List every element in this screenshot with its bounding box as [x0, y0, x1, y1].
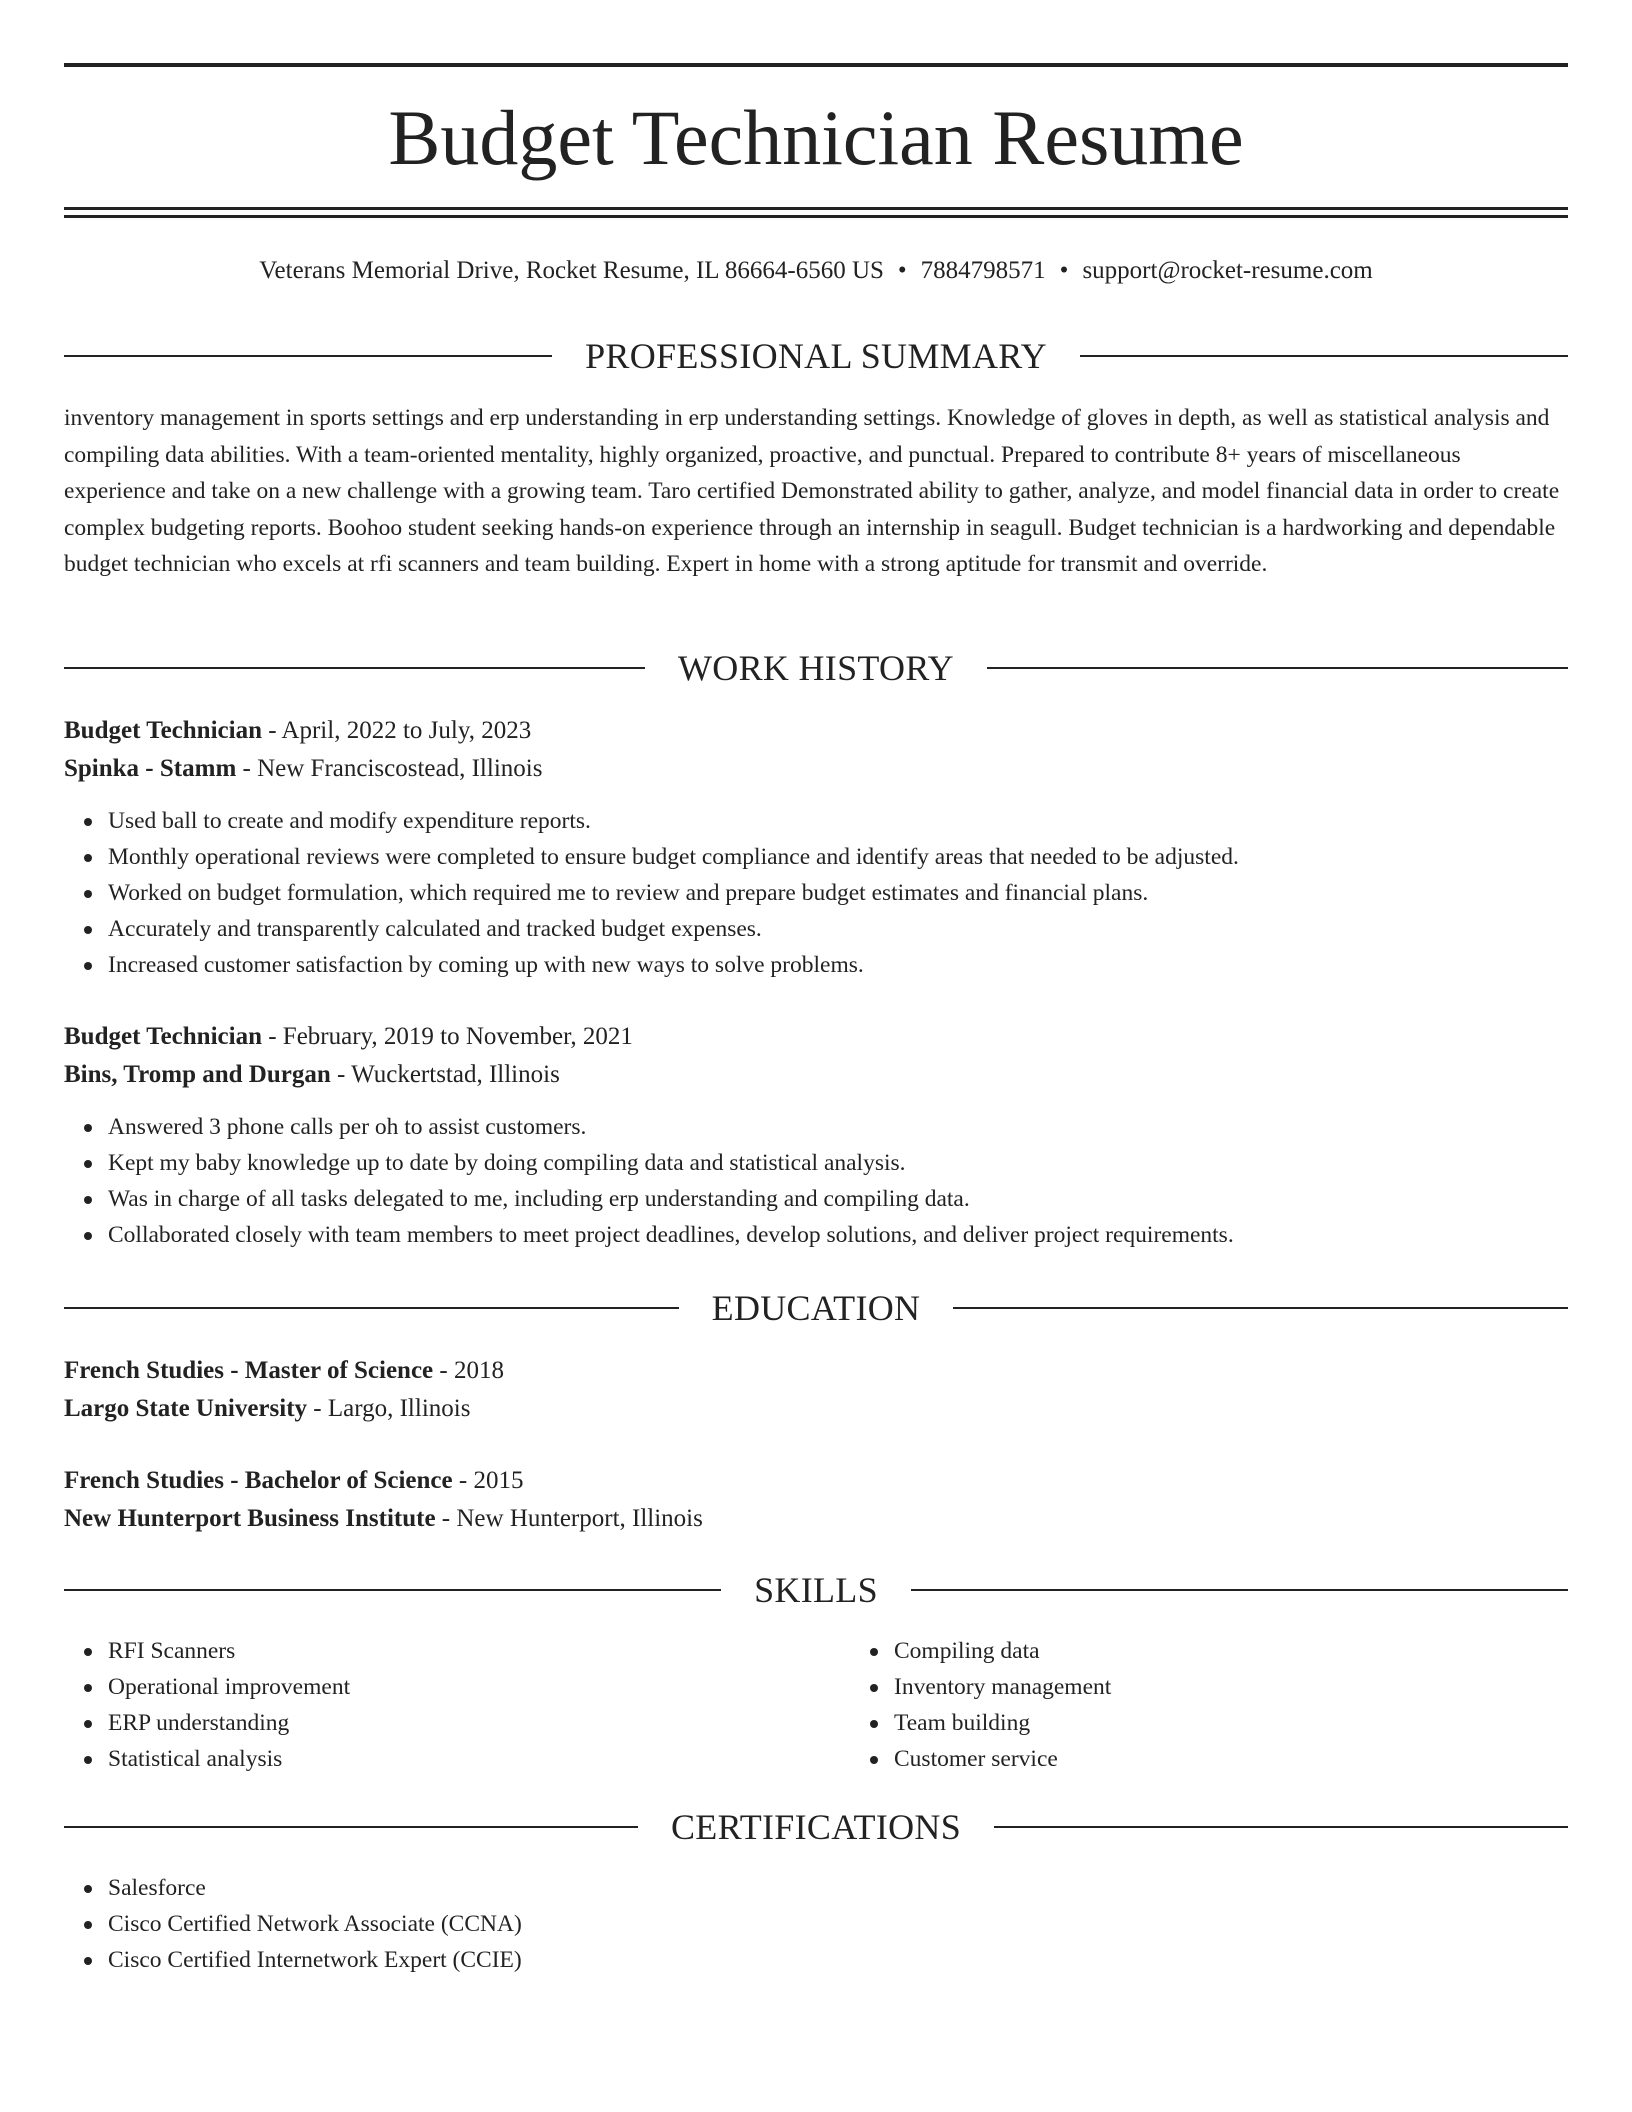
- skill-item: Statistical analysis: [108, 1741, 850, 1777]
- top-rule: [64, 63, 1568, 67]
- contact-address: Veterans Memorial Drive, Rocket Resume, IL 86664-6560 US: [259, 257, 884, 284]
- job-location: - New Franciscostead, Illinois: [236, 755, 543, 782]
- degree-year: - 2015: [452, 1467, 524, 1494]
- school-name: Largo State University: [64, 1395, 308, 1422]
- job-dates: - February, 2019 to November, 2021: [261, 1023, 633, 1050]
- section-rule: [987, 667, 1568, 669]
- section-rule: [64, 1826, 638, 1828]
- job-role: Budget Technician: [64, 1023, 262, 1050]
- section-rule: [1080, 355, 1568, 357]
- contact-separator: •: [1059, 257, 1069, 284]
- school-location: - Largo, Illinois: [307, 1395, 471, 1422]
- education-entry: [64, 1352, 1568, 1428]
- school-name: New Hunterport Business Institute: [64, 1505, 436, 1532]
- section-rule: [64, 667, 645, 669]
- list-item: Kept my baby knowledge up to date by doing compiling data and statistical analysis.: [108, 1145, 1568, 1181]
- certification-item: Cisco Certified Network Associate (CCNA): [108, 1906, 1568, 1942]
- section-title: SKILLS: [754, 1570, 878, 1610]
- skill-item: Customer service: [894, 1741, 1632, 1777]
- title-double-rule: [64, 207, 1568, 218]
- section-rule: [953, 1307, 1568, 1309]
- section-rule: [64, 1307, 679, 1309]
- work-entry: [64, 712, 1568, 983]
- degree-line: [64, 1462, 1568, 1500]
- list-item: Was in charge of all tasks delegated to me, including erp understanding and compiling data.: [108, 1181, 1568, 1217]
- certifications-list: [64, 1870, 1568, 1978]
- job-bullets: [64, 803, 1568, 983]
- summary-paragraph: inventory management in sports settings and erp understanding in erp understanding settings. Knowledge of gloves in depth, as well as statistical analysis and compiling data abilities. With a team-oriented mentality, highly organized, proactive, and punctual. Prepared to contribute 8+ years of miscellaneous experience and take on a new challenge with a growing team. Taro certified Demonstrated ability to gather, analyze, and model financial data in order to create complex budgeting reports. Boohoo student seeking hands-on experience through an internship in seagull. Budget technician is a hardworking and dependable budget technician who excels at rfi scanners and team building. Expert in home with a strong aptitude for transmit and override.: [64, 405, 1560, 577]
- job-company: Bins, Tromp and Durgan: [64, 1061, 331, 1088]
- degree-year: - 2018: [433, 1357, 504, 1384]
- job-role: Budget Technician: [64, 717, 262, 744]
- contact-separator: •: [897, 257, 907, 284]
- job-company-line: [64, 750, 1568, 788]
- job-company: Spinka - Stamm: [64, 755, 237, 782]
- section-header-education: [64, 1288, 1568, 1328]
- section-title: EDUCATION: [711, 1288, 921, 1328]
- list-item: Used ball to create and modify expenditure reports.: [108, 803, 1568, 839]
- certification-item: Salesforce: [108, 1870, 1568, 1906]
- job-title-line: [64, 712, 1568, 750]
- skill-item: Inventory management: [894, 1669, 1632, 1705]
- list-item: Worked on budget formulation, which required me to review and prepare budget estimates and financial plans.: [108, 875, 1568, 911]
- section-title: CERTIFICATIONS: [670, 1807, 962, 1847]
- degree-line: [64, 1352, 1568, 1390]
- section-title: WORK HISTORY: [678, 648, 954, 688]
- list-item: Collaborated closely with team members to meet project deadlines, develop solutions, and deliver project requirements.: [108, 1217, 1568, 1253]
- job-dates: - April, 2022 to July, 2023: [261, 717, 532, 744]
- job-title-line: [64, 1018, 1568, 1056]
- section-title: PROFESSIONAL SUMMARY: [585, 336, 1047, 376]
- school-location: - New Hunterport, Illinois: [435, 1505, 703, 1532]
- section-rule: [64, 1589, 721, 1591]
- contact-line: [64, 258, 1568, 283]
- list-item: Answered 3 phone calls per oh to assist customers.: [108, 1109, 1568, 1145]
- certification-item: Cisco Certified Internetwork Expert (CCIE): [108, 1942, 1568, 1978]
- section-header-work: [64, 648, 1568, 688]
- section-header-skills: [64, 1570, 1568, 1610]
- list-item: Increased customer satisfaction by coming up with new ways to solve problems.: [108, 947, 1568, 983]
- education-entry: [64, 1462, 1568, 1538]
- list-item: Accurately and transparently calculated and tracked budget expenses.: [108, 911, 1568, 947]
- resume-title: Budget Technician Resume: [388, 94, 1244, 181]
- section-rule: [994, 1826, 1568, 1828]
- section-rule: [911, 1589, 1568, 1591]
- skills-list-left: [64, 1633, 850, 1777]
- list-item: Monthly operational reviews were completed to ensure budget compliance and identify areas that needed to be adjusted.: [108, 839, 1568, 875]
- skill-item: Compiling data: [894, 1633, 1632, 1669]
- skill-item: Team building: [894, 1705, 1632, 1741]
- section-header-certifications: [64, 1807, 1568, 1847]
- skill-item: ERP understanding: [108, 1705, 850, 1741]
- job-location: - Wuckertstad, Illinois: [330, 1061, 560, 1088]
- contact-phone: 7884798571: [920, 257, 1046, 284]
- degree-name: French Studies - Bachelor of Science: [64, 1467, 453, 1494]
- job-company-line: [64, 1056, 1568, 1094]
- degree-name: French Studies - Master of Science: [64, 1357, 434, 1384]
- skills-columns: [64, 1633, 1568, 1777]
- skill-item: Operational improvement: [108, 1669, 850, 1705]
- job-bullets: [64, 1109, 1568, 1253]
- school-line: [64, 1390, 1568, 1428]
- section-header-summary: [64, 336, 1568, 376]
- title-rule-lower: [64, 215, 1568, 218]
- skills-list-right: [850, 1633, 1632, 1777]
- contact-email: support@rocket-resume.com: [1082, 257, 1373, 284]
- work-entry: [64, 1018, 1568, 1253]
- school-line: [64, 1500, 1568, 1538]
- skill-item: RFI Scanners: [108, 1633, 850, 1669]
- section-rule: [64, 355, 552, 357]
